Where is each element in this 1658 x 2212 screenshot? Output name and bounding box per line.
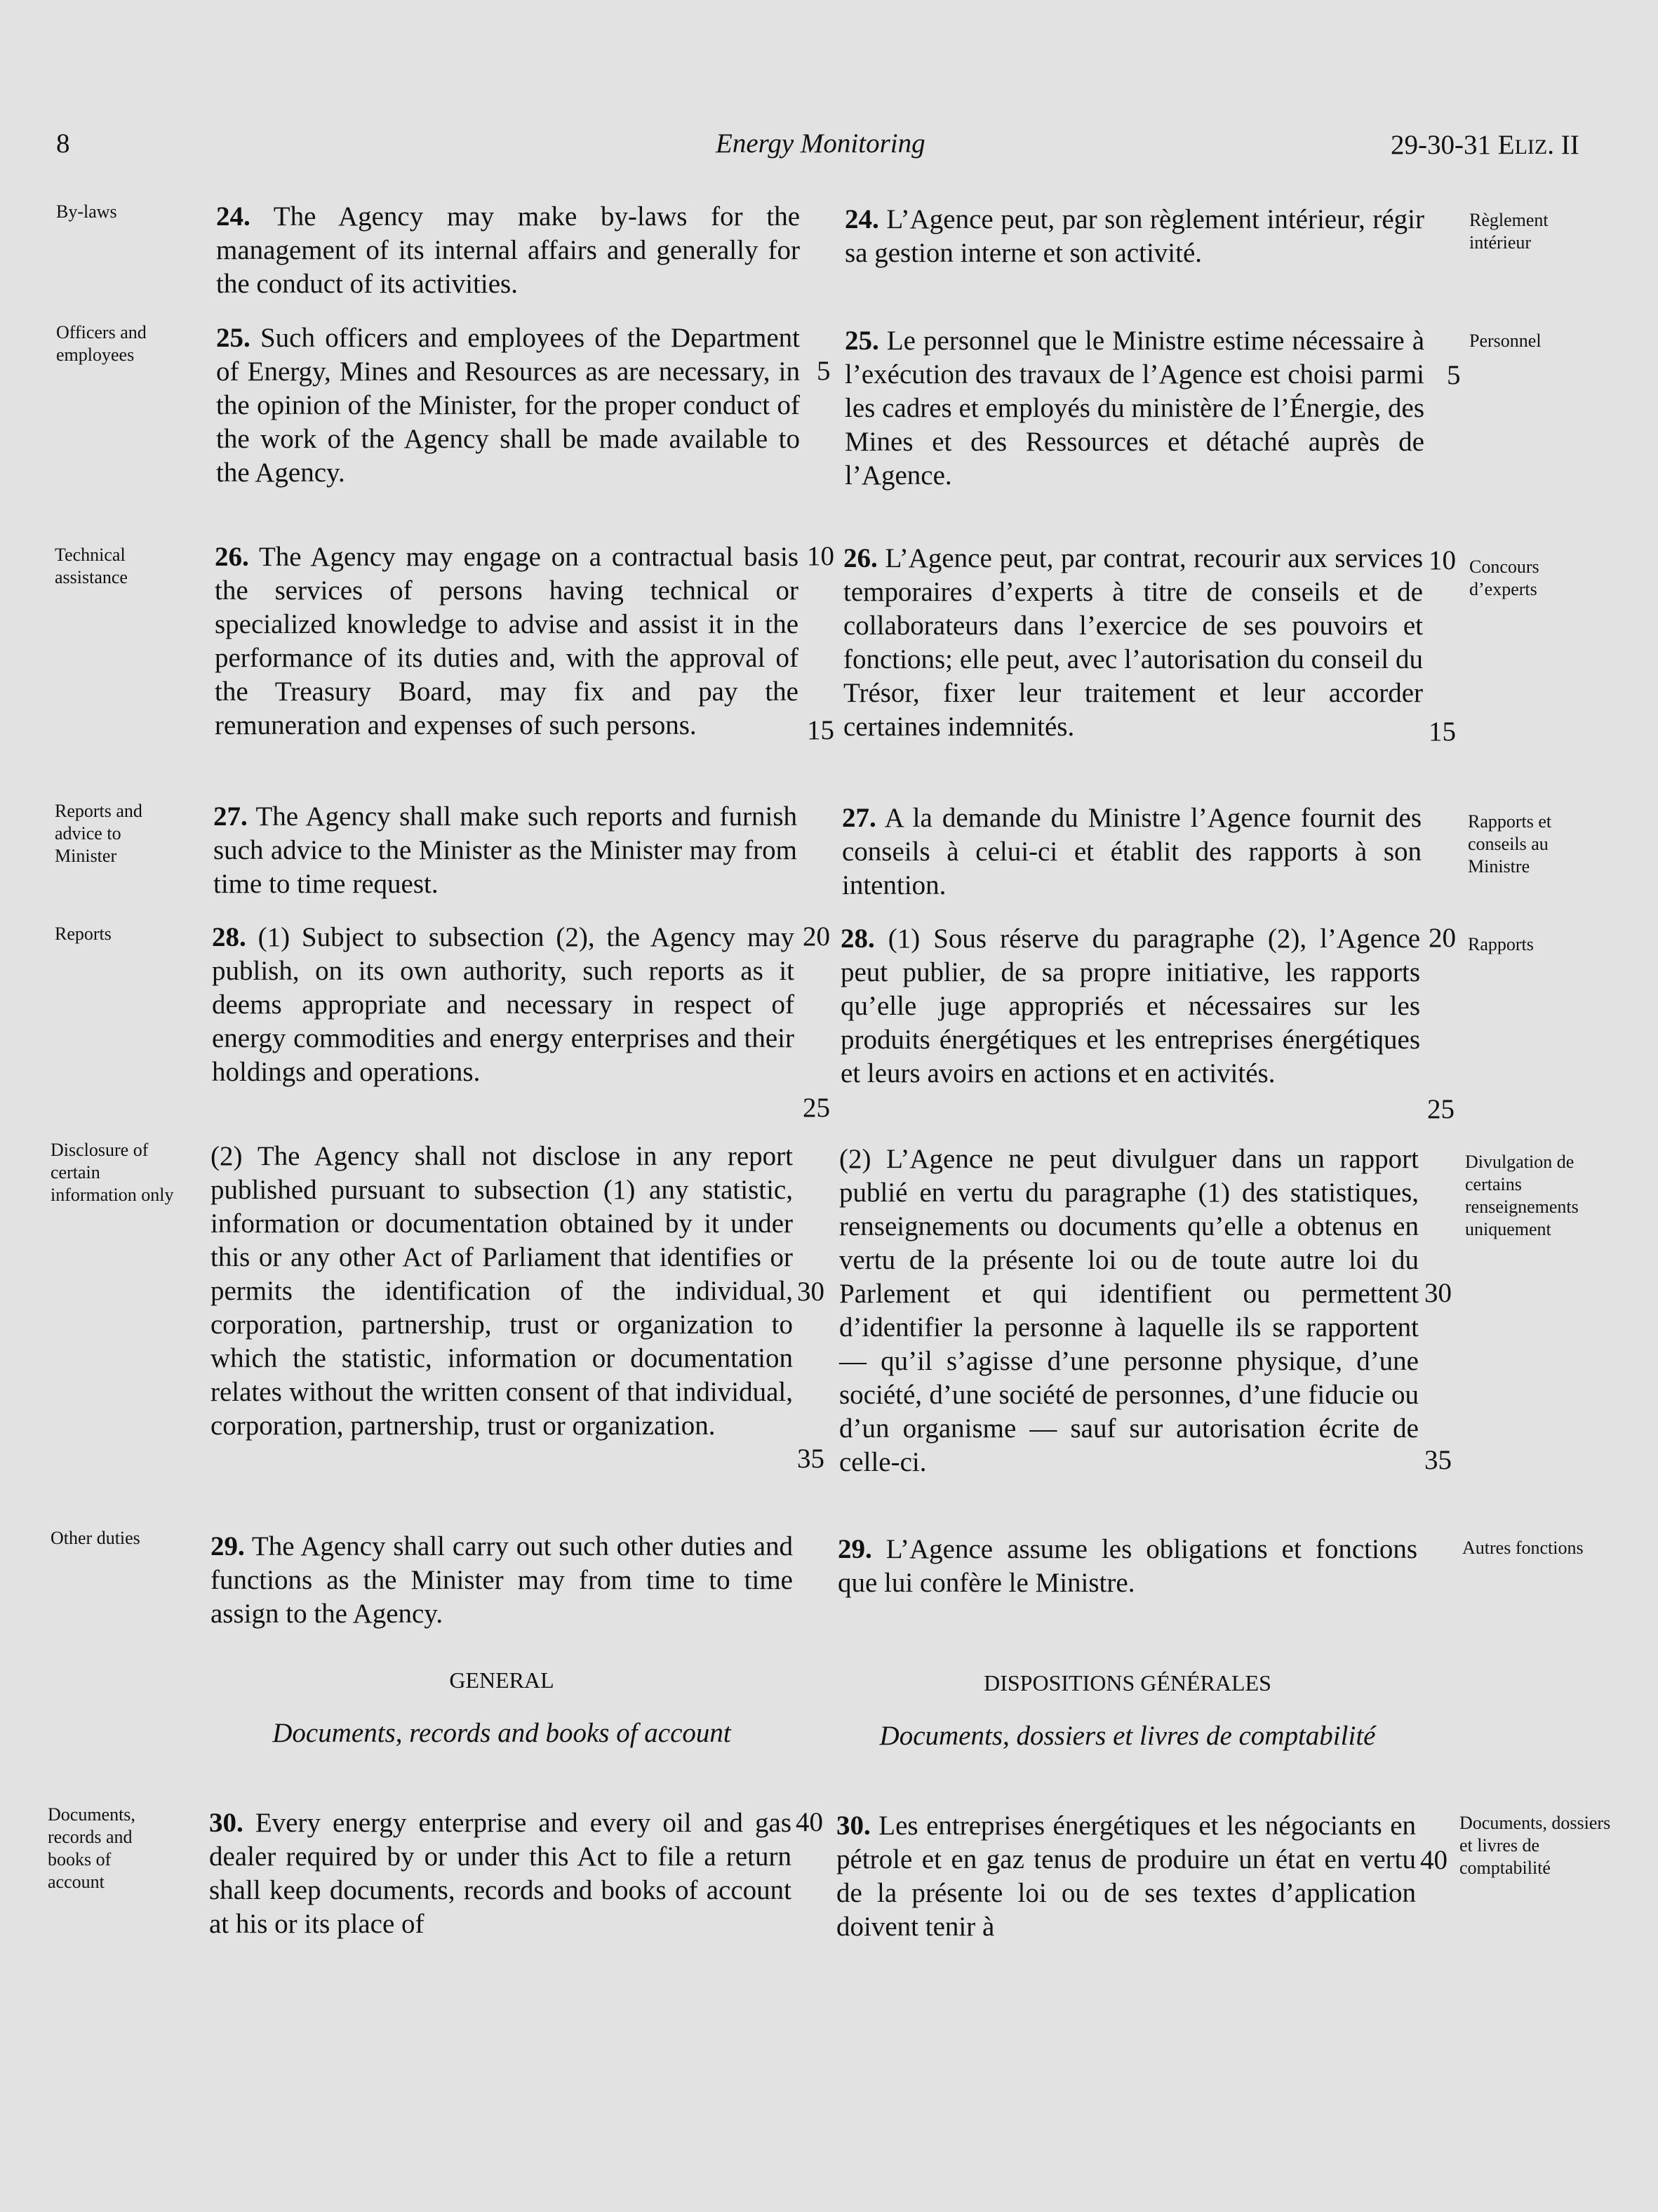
en-section-28-2: (2) The Agency shall not disclose in any report published pursuant to subsection (1) any statistic, information or documentation obtained by it under this or any other Act of Parliament that identifies or permits the identification of the individual, corporation, partnership, trust or organization to which the statistic, information or documentation relates without the written consent of that individual, corporation, partnership, trust or organization. [210, 1141, 793, 1441]
en-general-heading: GENERAL [449, 1667, 554, 1693]
margin-note-autres: Autres fonctions [1462, 1538, 1584, 1558]
right-line-number-10: 10 [1429, 545, 1456, 575]
center-line-number-25: 25 [803, 1093, 830, 1123]
regnal-year: 29-30-31 ELIZ. II [1391, 130, 1579, 160]
margin-note-reglement: Règlement intérieur [1469, 210, 1549, 253]
en-section-28-1: 28. (1) Subject to subsection (2), the Agency may publish, on its own authority, such reports as it deems appropriate and necessary in respect of energy commodities and energy enterprises and their holdings and operations. [212, 922, 795, 1087]
margin-note-other-duties: Other duties [51, 1528, 140, 1548]
page-number: 8 [56, 128, 70, 159]
margin-note-concours: Concours d’experts [1469, 557, 1539, 599]
en-general-subheading: Documents, records and books of account [272, 1718, 731, 1748]
fr-section-27: 27. A la demande du Ministre l’Agence fournit des conseils à celui-ci et établit des rapports à son intention. [842, 803, 1422, 900]
margin-note-divulgation: Divulgation de certains renseignements uniquement [1465, 1152, 1579, 1239]
center-line-number-20: 20 [803, 921, 830, 952]
en-section-29: 29. The Agency shall carry out such other duties and functions as the Minister may from time to time assign to the Agency. [210, 1531, 793, 1629]
margin-note-documents-fr: Documents, dossiers et livres de comptabilité [1459, 1813, 1611, 1878]
right-line-number-5: 5 [1447, 360, 1461, 390]
margin-note-by-laws: By-laws [56, 201, 117, 222]
fr-section-28-1: 28. (1) Sous réserve du paragraphe (2), l’Agence peut publier, de sa propre initiative, les rapports qu’elle juge appropriés et nécessaires sur les produits énergétiques et les entreprises énergétiques et leurs avoirs en actions et en activités. [841, 924, 1421, 1088]
fr-section-30: 30. Les entreprises énergétiques et les négociants en pétrole et en gaz tenus de produire un état en vertu de la présente loi ou de ses textes d’application doivent tenir à [836, 1811, 1417, 1942]
margin-note-rapports-conseils: Rapports et conseils au Ministre [1468, 811, 1552, 877]
right-line-number-25: 25 [1427, 1094, 1455, 1124]
fr-general-heading: DISPOSITIONS GÉNÉRALES [984, 1670, 1271, 1695]
right-line-number-30: 30 [1424, 1278, 1452, 1308]
fr-section-26: 26. L’Agence peut, par contrat, recourir aux services temporaires d’experts à titre de conseils et de collaborateurs dans l’exercice de ses pouvoirs et fonctions; elle peut, avec l’autorisation du conseil du Trésor, fixer leur traitement et leur accorder certaines indemnités. [843, 543, 1423, 742]
center-line-number-30: 30 [797, 1277, 824, 1307]
right-line-number-35: 35 [1424, 1445, 1452, 1475]
fr-section-24: 24. L’Agence peut, par son règlement intérieur, régir sa gestion interne et son activité. [845, 204, 1425, 268]
margin-note-rapports: Rapports [1468, 934, 1534, 954]
center-line-number-35: 35 [797, 1444, 824, 1474]
fr-section-29: 29. L’Agence assume les obligations et fonctions que lui confère le Ministre. [838, 1534, 1418, 1598]
margin-note-reports: Reports [55, 924, 112, 944]
center-line-number-40: 40 [796, 1807, 823, 1837]
fr-section-25: 25. Le personnel que le Ministre estime nécessaire à l’exécution des travaux de l’Agence est choisi parmi les cadres et employés du ministère de l’Énergie, des Mines et des Ressources et détaché auprès de l’Agence. [845, 326, 1425, 491]
right-line-number-15: 15 [1429, 717, 1456, 747]
en-section-24: 24. The Agency may make by-laws for the management of its internal affairs and generally for the conduct of its activities. [216, 201, 800, 299]
margin-note-documents: Documents, records and books of account [48, 1804, 135, 1892]
center-line-number-15: 15 [807, 715, 834, 745]
en-section-30: 30. Every energy enterprise and every oil and gas dealer required by or under this Act to file a return shall keep documents, records and books of account at his or its place of [209, 1808, 791, 1939]
margin-note-officers: Officers and employees [56, 322, 147, 365]
fr-general-subheading: Documents, dossiers et livres de comptabilité [879, 1721, 1376, 1751]
running-title: Energy Monitoring [716, 128, 925, 159]
center-line-number-5: 5 [817, 356, 831, 386]
margin-note-reports-advice: Reports and advice to Minister [55, 801, 142, 866]
margin-note-technical: Technical assistance [55, 545, 128, 587]
margin-note-disclosure: Disclosure of certain information only [51, 1140, 174, 1205]
right-line-number-20: 20 [1429, 923, 1456, 953]
en-section-26: 26. The Agency may engage on a contractual basis the services of persons having technical or specialized knowledge to advise and assist it in the performance of its duties and, with the approval of the Treasury Board, may fix and pay the remuneration and expenses of such persons. [215, 542, 799, 740]
right-line-number-40: 40 [1420, 1845, 1448, 1875]
margin-note-personnel: Personnel [1469, 331, 1542, 351]
center-line-number-10: 10 [807, 541, 834, 571]
fr-section-28-2: (2) L’Agence ne peut divulguer dans un rapport publié en vertu du paragraphe (1) des statistiques, renseignements ou documents qu’elle a obtenus en vertu de la présente loi ou de toute autre loi du Parlement et qui identifient ou permettent d’identifier la personne à laquelle ils se rapportent — qu’il s’agisse d’une personne physique, d’une société, d’une société de personnes, d’une fiducie ou d’un organisme — sauf sur autorisation écrite de celle-ci. [839, 1144, 1419, 1477]
en-section-25: 25. Such officers and employees of the Department of Energy, Mines and Resources as are necessary, in the opinion of the Minister, for the proper conduct of the work of the Agency shall be made available to the Agency. [216, 323, 801, 488]
en-section-27: 27. The Agency shall make such reports and furnish such advice to the Minister as the Minister may from time to time request. [213, 801, 797, 899]
